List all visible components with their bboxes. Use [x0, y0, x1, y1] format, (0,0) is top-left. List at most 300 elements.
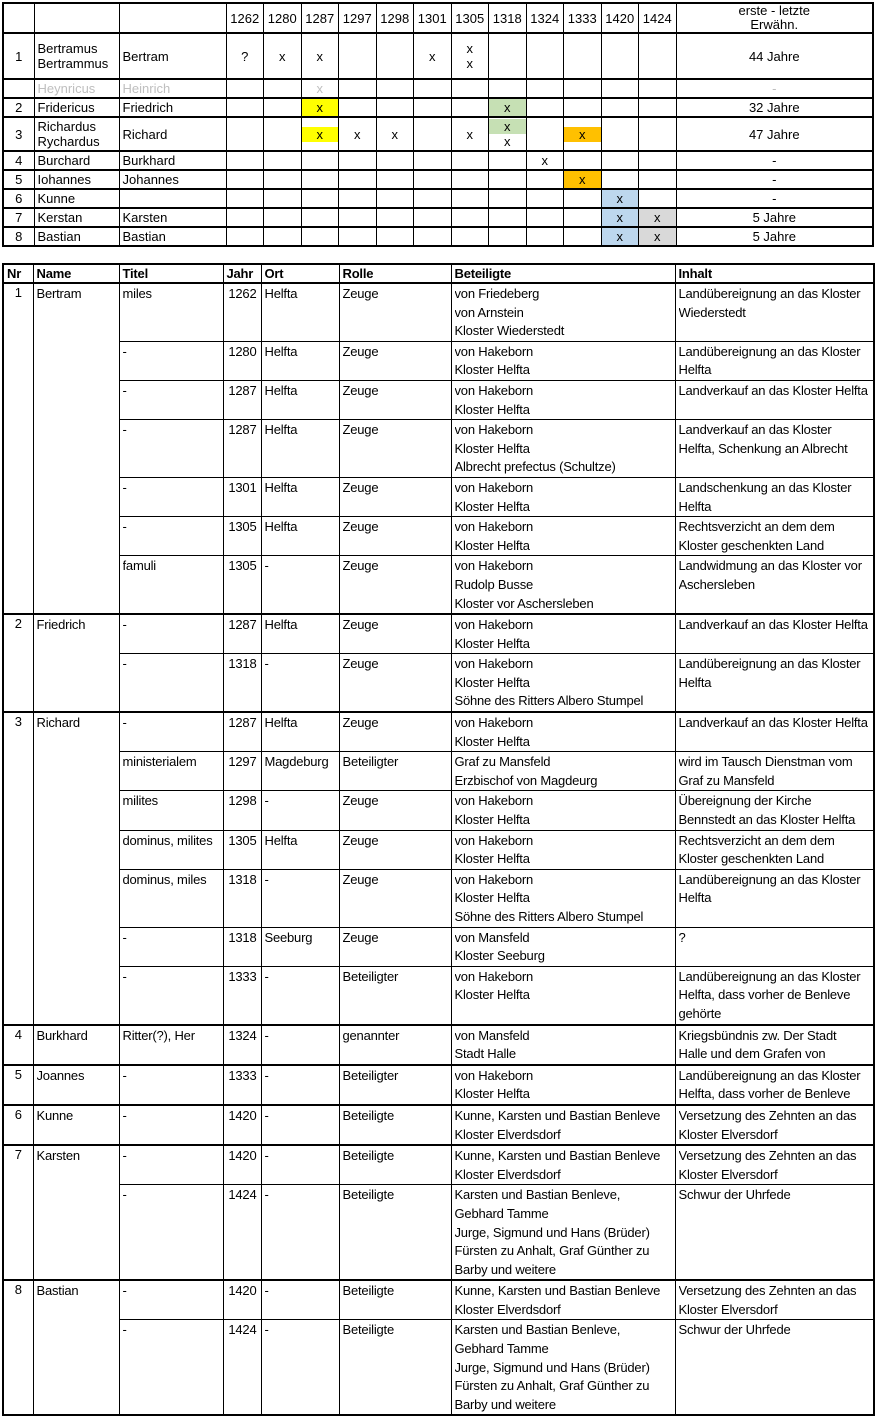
detail-header-cell: Nr: [3, 264, 33, 283]
jahr-cell: [223, 1065, 261, 1105]
mark-halves: [302, 49, 339, 64]
matrix-mark-cell: [376, 98, 414, 117]
mark: x: [316, 126, 323, 142]
matrix-mark-cell: [414, 98, 452, 117]
detail-row: [3, 517, 874, 556]
latin-name-text: Bastian: [37, 229, 81, 244]
titel-cell: [119, 927, 223, 966]
matrix-mark-cell: [376, 79, 414, 98]
jahr-text: 1287: [228, 382, 257, 398]
titel-text: -: [122, 1067, 127, 1083]
matrix-mark-cell: [226, 151, 264, 170]
ort-text: Helfta: [264, 382, 298, 398]
jahr-cell: [223, 712, 261, 752]
titel-text: -: [122, 422, 127, 438]
matrix-year-header: 1297: [339, 3, 377, 33]
matrix-nr-cell: 4: [3, 151, 34, 170]
matrix-mark-cell: [526, 170, 564, 189]
jahr-text: 1318: [228, 656, 257, 672]
detail-nr-cell: 8: [3, 1280, 33, 1415]
inhalt-line: Wiederstedt: [678, 304, 746, 320]
detail-row: [3, 791, 874, 830]
inhalt-line: Helfta, Schenkung an Albrecht: [678, 440, 848, 456]
matrix-mark-cell: [526, 79, 564, 98]
matrix-mark-cell: [639, 33, 677, 79]
detail-nr-cell: 5: [3, 1065, 33, 1105]
matrix-mark-cell: [376, 208, 414, 227]
titel-text: ministerialem: [122, 754, 197, 770]
jahr-text: 1287: [228, 715, 257, 731]
jahr-text: 1287: [228, 422, 257, 438]
detail-row: [3, 341, 874, 380]
inhalt-cell: [675, 712, 874, 752]
mark: x: [354, 126, 361, 142]
detail-nr-cell: 2: [3, 614, 33, 712]
detail-row: [3, 380, 874, 419]
beteiligte-line: Barby und weitere: [454, 1396, 556, 1412]
titel-text: -: [122, 968, 127, 984]
titel-text: -: [122, 1283, 127, 1299]
titel-cell: [119, 1105, 223, 1145]
detail-nr-cell: 6: [3, 1105, 33, 1145]
ort-text: Helfta: [264, 422, 298, 438]
titel-text: -: [122, 343, 127, 359]
matrix-modern-cell: [119, 117, 226, 151]
jahr-cell: [223, 341, 261, 380]
detail-name-text: Friedrich: [36, 617, 86, 633]
matrix-mark-cell: [264, 98, 302, 117]
mark: x: [579, 172, 586, 187]
rolle-text: Zeuge: [342, 715, 379, 731]
beteiligte-line: von Friedeberg: [454, 286, 540, 301]
matrix-mark-cell: [601, 98, 639, 117]
matrix-modern-cell: [119, 79, 226, 98]
matrix-mark-cell: [339, 151, 377, 170]
inhalt-cell: [675, 1105, 874, 1145]
titel-cell: [119, 477, 223, 516]
matrix-mark-cell: [601, 208, 639, 227]
mark: ?: [241, 48, 249, 64]
titel-cell: [119, 712, 223, 752]
jahr-cell: [223, 1185, 261, 1280]
inhalt-cell: [675, 614, 874, 654]
matrix-year-header: 1298: [376, 3, 414, 33]
latin-name-text: Burchard: [37, 153, 91, 168]
mark: x: [616, 229, 623, 244]
modern-name-text: Karsten: [122, 210, 168, 225]
beteiligte-line: Gebhard Tamme: [454, 1205, 549, 1221]
jahr-cell: [223, 752, 261, 791]
beteiligte-line: von Mansfeld: [454, 1027, 530, 1043]
jahr-text: 1420: [228, 1148, 257, 1164]
beteiligte-line: von Hakeborn: [454, 519, 534, 535]
matrix-year-header: 1424: [639, 3, 677, 33]
detail-row: [3, 1065, 874, 1105]
titel-text: miles: [122, 286, 152, 301]
matrix-mark-cell: [526, 98, 564, 117]
mark-half: [264, 49, 301, 64]
matrix-year-header: 1318: [489, 3, 527, 33]
matrix-span-cell: 47 Jahre: [676, 117, 873, 151]
matrix-mark-cell: [451, 170, 489, 189]
matrix-mark-cell: [339, 227, 377, 246]
matrix-mark-cell: [639, 79, 677, 98]
beteiligte-line: Kloster Seeburg: [454, 948, 545, 964]
ort-text: Magdeburg: [264, 754, 329, 770]
matrix-mark-cell: [414, 208, 452, 227]
matrix-mark-cell: [226, 208, 264, 227]
detail-name-cell: [33, 1025, 119, 1065]
beteiligte-line: Kloster vor Aschersleben: [454, 595, 594, 611]
matrix-mark-cell: [339, 189, 377, 208]
inhalt-cell: [675, 341, 874, 380]
inhalt-line: Landverkauf an das Kloster Helfta: [678, 715, 868, 731]
inhalt-cell: [675, 752, 874, 791]
beteiligte-line: Kloster Helfta: [454, 890, 530, 906]
matrix-mark-cell: [264, 208, 302, 227]
beteiligte-line: von Hakeborn: [454, 832, 534, 848]
ort-text: -: [264, 1187, 269, 1203]
mark: x: [429, 48, 436, 64]
jahr-text: 1424: [228, 1322, 257, 1338]
matrix-mark-cell: [601, 151, 639, 170]
latin-lines: [35, 119, 119, 149]
mention-detail-table: [2, 263, 875, 1416]
titel-cell: [119, 869, 223, 927]
mark-half: [489, 134, 526, 149]
detail-header-cell: Name: [33, 264, 119, 283]
ort-cell: [261, 380, 339, 419]
ort-text: -: [264, 1107, 269, 1123]
detail-row: [3, 830, 874, 869]
latin-name-text: Kerstan: [37, 210, 83, 225]
rolle-cell: [339, 1025, 451, 1065]
ort-cell: [261, 283, 339, 341]
matrix-row: [3, 170, 873, 189]
matrix-modern-cell: [119, 151, 226, 170]
modern-name-text: Friedrich: [122, 100, 174, 115]
matrix-mark-cell: [601, 227, 639, 246]
matrix-mark-cell: [414, 189, 452, 208]
latin-name-text: Bertrammus: [37, 56, 109, 71]
titel-text: milites: [122, 793, 158, 809]
titel-text: dominus, milites: [122, 832, 213, 848]
inhalt-line: Landübereignung an das Kloster: [678, 968, 861, 984]
matrix-mark-cell: [301, 117, 339, 151]
inhalt-line: Landübereignung an das Kloster: [678, 343, 861, 359]
titel-text: -: [122, 617, 127, 633]
inhalt-line: Kloster geschenkten Land: [678, 537, 825, 553]
detail-name-text: Bastian: [36, 1283, 79, 1299]
matrix-mark-cell: [376, 151, 414, 170]
matrix-mark-cell: [564, 189, 602, 208]
beteiligte-line: Barby und weitere: [454, 1261, 556, 1277]
inhalt-cell: [675, 1065, 874, 1105]
matrix-mark-cell: [414, 151, 452, 170]
rolle-text: Zeuge: [342, 832, 379, 848]
rolle-cell: [339, 830, 451, 869]
ort-cell: [261, 1025, 339, 1065]
matrix-mark-cell: [376, 170, 414, 189]
beteiligte-line: Kloster Helfta: [454, 851, 530, 867]
matrix-header-row: [3, 3, 873, 33]
matrix-mark-cell: [339, 117, 377, 151]
ort-cell: [261, 1065, 339, 1105]
inhalt-cell: [675, 1320, 874, 1415]
detail-name-cell: [33, 1145, 119, 1280]
inhalt-line: Landverkauf an das Kloster Helfta: [678, 382, 868, 398]
beteiligte-line: Kloster Helfta: [454, 1086, 530, 1102]
matrix-latin-cell: [34, 227, 119, 246]
inhalt-cell: [675, 654, 874, 712]
rolle-cell: [339, 654, 451, 712]
mark: x: [466, 126, 473, 142]
jahr-cell: [223, 927, 261, 966]
matrix-nr-cell: [3, 79, 34, 98]
beteiligte-line: von Hakeborn: [454, 479, 534, 495]
ort-cell: [261, 1320, 339, 1415]
mark-half: [302, 49, 339, 64]
titel-text: -: [122, 1107, 127, 1123]
matrix-mark-cell: [414, 79, 452, 98]
matrix-mark-cell: [451, 151, 489, 170]
beteiligte-line: Kloster Helfta: [454, 674, 530, 690]
mark: x: [466, 56, 473, 71]
rolle-cell: [339, 1105, 451, 1145]
jahr-cell: [223, 380, 261, 419]
titel-cell: [119, 1065, 223, 1105]
detail-name-text: Karsten: [36, 1148, 80, 1164]
matrix-mark-cell: [564, 33, 602, 79]
ort-cell: [261, 927, 339, 966]
mention-matrix-table: [2, 2, 874, 247]
beteiligte-cell: [451, 420, 675, 478]
rolle-cell: [339, 614, 451, 654]
matrix-row: [3, 33, 873, 79]
detail-row: [3, 1280, 874, 1320]
beteiligte-line: von Hakeborn: [454, 871, 534, 887]
inhalt-cell: [675, 477, 874, 516]
mark-half: [302, 127, 339, 142]
jahr-text: 1424: [228, 1187, 257, 1203]
beteiligte-line: von Hakeborn: [454, 793, 534, 809]
inhalt-cell: [675, 1025, 874, 1065]
beteiligte-line: Jurge, Sigmund und Hans (Brüder): [454, 1359, 650, 1375]
matrix-latin-cell: [34, 170, 119, 189]
jahr-text: 1333: [228, 1067, 257, 1083]
matrix-span-cell: 5 Jahre: [676, 208, 873, 227]
matrix-modern-cell: [119, 208, 226, 227]
matrix-mark-cell: [226, 170, 264, 189]
jahr-cell: [223, 420, 261, 478]
titel-text: -: [122, 519, 127, 535]
matrix-mark-cell: [564, 98, 602, 117]
beteiligte-cell: [451, 1280, 675, 1320]
matrix-mark-cell: [301, 151, 339, 170]
inhalt-line: Übereignung der Kirche: [678, 793, 812, 809]
ort-cell: [261, 614, 339, 654]
matrix-year-header: 1333: [564, 3, 602, 33]
detail-header-cell: Rolle: [339, 264, 451, 283]
jahr-cell: [223, 1145, 261, 1185]
mark-halves: [264, 49, 301, 64]
matrix-year-header: 1420: [601, 3, 639, 33]
detail-row: [3, 1320, 874, 1415]
rolle-cell: [339, 791, 451, 830]
matrix-mark-cell: [264, 117, 302, 151]
beteiligte-line: von Hakeborn: [454, 656, 534, 672]
detail-header-row: [3, 264, 874, 283]
mark: x: [279, 48, 286, 64]
rolle-cell: [339, 420, 451, 478]
matrix-modern-cell: [119, 170, 226, 189]
ort-cell: [261, 1105, 339, 1145]
matrix-mark-cell: [301, 227, 339, 246]
matrix-mark-cell: [264, 151, 302, 170]
inhalt-line: Helfta: [678, 674, 712, 690]
latin-name-text: Iohannes: [37, 172, 91, 187]
mark: x: [654, 210, 661, 225]
jahr-cell: [223, 869, 261, 927]
rolle-text: Zeuge: [342, 793, 379, 809]
matrix-mark-cell: [489, 189, 527, 208]
mark: x: [504, 119, 511, 134]
inhalt-line: Kloster Elversdorf: [678, 1301, 778, 1317]
latin-name-text: Heynricus: [37, 81, 96, 96]
latin-name-text: Fridericus: [37, 100, 95, 115]
matrix-year-header: 1280: [264, 3, 302, 33]
matrix-mark-cell: [451, 117, 489, 151]
inhalt-line: wird im Tausch Dienstman vom: [678, 754, 853, 770]
detail-row: [3, 1025, 874, 1065]
mark-halves: [564, 127, 601, 142]
beteiligte-cell: [451, 752, 675, 791]
beteiligte-line: Söhne des Ritters Albero Stumpel: [454, 909, 644, 924]
matrix-mark-cell: [489, 151, 527, 170]
detail-header-cell: Jahr: [223, 264, 261, 283]
matrix-mark-cell: [451, 98, 489, 117]
inhalt-line: Helfta: [678, 498, 712, 514]
matrix-mark-cell: [639, 151, 677, 170]
jahr-text: 1298: [228, 793, 257, 809]
detail-header-cell: Titel: [119, 264, 223, 283]
matrix-body: [3, 33, 873, 246]
matrix-mark-cell: [226, 117, 264, 151]
inhalt-cell: [675, 517, 874, 556]
beteiligte-line: Kloster Helfta: [454, 635, 530, 651]
ort-cell: [261, 1185, 339, 1280]
matrix-mark-cell: [564, 117, 602, 151]
rolle-text: Zeuge: [342, 929, 379, 945]
matrix-mark-cell: [226, 79, 264, 98]
matrix-mark-cell: [414, 227, 452, 246]
detail-name-cell: [33, 614, 119, 712]
ort-text: -: [264, 1148, 269, 1164]
matrix-mark-cell: [301, 189, 339, 208]
mark: x: [316, 48, 323, 64]
mark-half: [339, 127, 376, 142]
mark-half: [452, 127, 489, 142]
matrix-mark-cell: [376, 189, 414, 208]
inhalt-line: gehörte: [678, 1005, 722, 1021]
rolle-text: Beteiligte: [342, 1107, 394, 1123]
detail-nr-cell: 1: [3, 283, 33, 614]
inhalt-line: Bennstedt an das Kloster Helfta: [678, 812, 856, 828]
rolle-text: Beteiligter: [342, 968, 399, 984]
titel-text: -: [122, 1148, 127, 1164]
matrix-mark-cell: [489, 208, 527, 227]
beteiligte-line: Karsten und Bastian Benleve,: [454, 1322, 621, 1338]
beteiligte-cell: [451, 712, 675, 752]
matrix-span-header-line: erste - letzte: [738, 3, 811, 18]
matrix-mark-cell: [526, 208, 564, 227]
titel-cell: [119, 1280, 223, 1320]
rolle-text: Zeuge: [342, 558, 379, 574]
mark-half: [377, 127, 414, 142]
titel-cell: [119, 1145, 223, 1185]
mark-half: [489, 119, 526, 134]
jahr-text: 1301: [228, 479, 257, 495]
beteiligte-cell: [451, 614, 675, 654]
matrix-mark-cell: [226, 189, 264, 208]
inhalt-cell: [675, 380, 874, 419]
matrix-mark-cell: [564, 151, 602, 170]
inhalt-line: Landübereignung an das Kloster: [678, 1067, 861, 1083]
detail-row: [3, 1145, 874, 1185]
detail-row: [3, 1185, 874, 1280]
matrix-mark-cell: [639, 189, 677, 208]
ort-cell: [261, 869, 339, 927]
latin-line: [35, 119, 119, 134]
mark: x: [504, 134, 511, 149]
ort-text: Seeburg: [264, 929, 313, 945]
inhalt-line: Aschersleben: [678, 576, 755, 592]
titel-text: -: [122, 715, 127, 731]
titel-text: -: [122, 1187, 127, 1203]
inhalt-line: Landschenkung an das Kloster: [678, 479, 852, 495]
titel-text: famuli: [122, 558, 156, 574]
matrix-mark-cell: [339, 79, 377, 98]
matrix-header-empty-modern: [119, 3, 226, 33]
detail-header-cell: Ort: [261, 264, 339, 283]
detail-header-cell: Beteiligte: [451, 264, 675, 283]
detail-row: [3, 752, 874, 791]
titel-text: -: [122, 1322, 127, 1338]
detail-row: [3, 556, 874, 614]
inhalt-line: Helfta, dass vorher de Benleve: [678, 1086, 851, 1102]
rolle-cell: [339, 1065, 451, 1105]
ort-cell: [261, 1280, 339, 1320]
inhalt-cell: [675, 830, 874, 869]
ort-cell: [261, 477, 339, 516]
rolle-text: Beteiligte: [342, 1283, 394, 1299]
mark-half: [564, 127, 601, 142]
matrix-mark-cell: [564, 208, 602, 227]
inhalt-cell: [675, 869, 874, 927]
beteiligte-line: Fürsten zu Anhalt, Graf Günther zu: [454, 1378, 650, 1394]
inhalt-line: Landübereignung an das Kloster: [678, 286, 861, 301]
latin-name-text: Bertramus: [37, 41, 98, 56]
matrix-span-cell: 5 Jahre: [676, 227, 873, 246]
matrix-latin-cell: [34, 189, 119, 208]
matrix-mark-cell: [489, 33, 527, 79]
beteiligte-cell: [451, 1145, 675, 1185]
matrix-latin-cell: [34, 208, 119, 227]
detail-name-text: Joannes: [36, 1067, 85, 1083]
detail-name-cell: [33, 1065, 119, 1105]
matrix-mark-cell: [264, 170, 302, 189]
ort-cell: [261, 517, 339, 556]
